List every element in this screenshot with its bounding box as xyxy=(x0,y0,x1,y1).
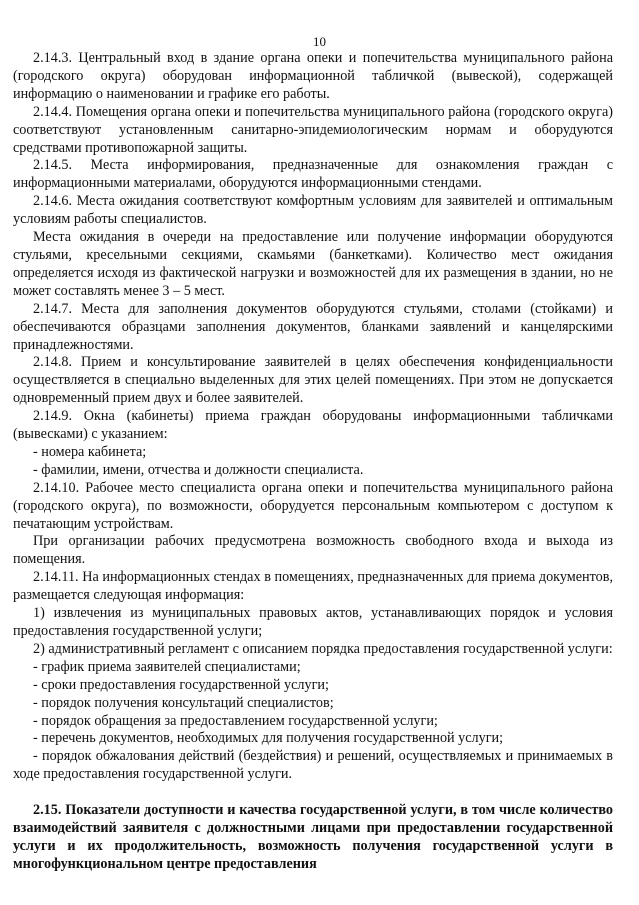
paragraph-2-14-3: 2.14.3. Центральный вход в здание органа опеки и попечительства муниципального района (городского округа) оборудован информационной табличкой (вывеской), содержащей информацию о наименовании и графике его работы. xyxy=(13,50,613,102)
page-number: 10 xyxy=(313,34,326,49)
list-item: - график приема заявителей специалистами; xyxy=(33,658,301,675)
paragraph-2-14-6: 2.14.6. Места ожидания соответствуют комфортным условиям для заявителей и оптимальным условиям работы специалистов. xyxy=(13,193,613,228)
paragraph-2-14-4: 2.14.4. Помещения органа опеки и попечительства муниципального района (городского округа) соответствуют установленным санитарно-эпидемиологическим нормам и оборудуются средствами противопожарной защиты. xyxy=(13,103,613,156)
paragraph-2-14-8: 2.14.8. Прием и консультирование заявителей в целях обеспечения конфиденциальности осуществляется в специально выделенных для этих целей помещениях. При этом не допускается одновременный прием двух и более заявителей. xyxy=(13,354,613,407)
section-heading-2-15: 2.15. Показатели доступности и качества государственной услуги, в том числе количество взаимодействий заявителя с должностными лицами при предоставлении государственной услуги и их продолжительность, возможность получения государственной услуги в многофункциональном центре предоставления xyxy=(13,802,613,872)
paragraph-2-14-10: 2.14.10. Рабочее место специалиста органа опеки и попечительства муниципального района (городского округа), по возможности, оборудуется персональным компьютером с доступом к печатающим устройствам. xyxy=(13,479,613,532)
list-item: 2) административный регламент с описанием порядка предоставления государственной услуги: xyxy=(33,640,613,657)
list-item: 1) извлечения из муниципальных правовых актов, устанавливающих порядок и условия предоставления государственной услуги; xyxy=(13,605,613,639)
list-item: - сроки предоставления государственной услуги; xyxy=(33,676,329,693)
list-item: - перечень документов, необходимых для получения государственной услуги; xyxy=(33,730,504,747)
list-item: - порядок получения консультаций специалистов; xyxy=(33,694,334,711)
section-spacer xyxy=(13,784,613,802)
paragraph-workplaces: При организации рабочих предусмотрена возможность свободного входа и выхода из помещения. xyxy=(13,533,613,568)
list-item: - фамилии, имени, отчества и должности специалиста. xyxy=(33,461,364,478)
list-item: - порядок обжалования действий (бездействия) и решений, осуществляемых и принимаемых в ходе предоставления государственной услуги. xyxy=(13,748,613,783)
list-item: - порядок обращения за предоставлением государственной услуги; xyxy=(33,712,438,729)
list-item: - номера кабинета; xyxy=(33,443,147,460)
paragraph-2-14-5: 2.14.5. Места информирования, предназначенные для ознакомления граждан с информационными материалами, оборудуются информационными стендами. xyxy=(13,157,613,192)
paragraph-2-14-7: 2.14.7. Места для заполнения документов оборудуются стульями, столами (стойками) и обеспечиваются образцами заполнения документов, бланками заявлений и канцелярскими принадлежностями. xyxy=(13,300,613,353)
paragraph-2-14-11: 2.14.11. На информационных стендах в помещениях, предназначенных для приема документов, размещается следующая информация: xyxy=(13,569,613,604)
paragraph-waiting-places: Места ожидания в очереди на предоставление или получение информации оборудуются стульями, кресельными секциями, скамьями (банкетками). Количество мест ожидания определяется исходя из фактической нагрузки и возможностей для их размещения в здании, но не может составлять менее 3 – 5 мест. xyxy=(13,229,613,299)
paragraph-2-14-9: 2.14.9. Окна (кабинеты) приема граждан оборудованы информационными табличками (вывесками) с указанием: xyxy=(13,408,613,443)
document-body xyxy=(13,50,613,874)
